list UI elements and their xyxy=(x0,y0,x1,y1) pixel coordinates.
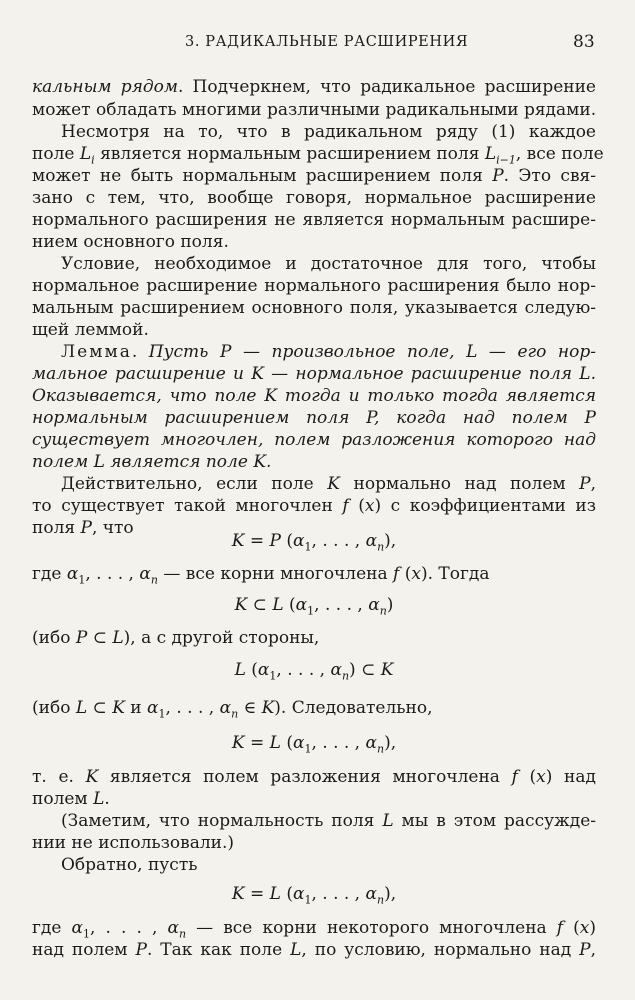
text-run: . Так как поле xyxy=(146,940,291,960)
text-run: Действительно, если поле xyxy=(61,474,328,494)
text-run: L xyxy=(234,660,246,680)
text-run: . Это свя- xyxy=(503,166,596,186)
text-run: L xyxy=(290,940,302,960)
text-run: ⊂ xyxy=(87,698,113,718)
text-run: α xyxy=(167,918,179,938)
text-run: ), а с другой стороны, xyxy=(123,628,320,648)
text-run: , . . . , xyxy=(276,660,331,680)
text-run: f xyxy=(511,767,518,787)
text-run: полем L является поле K. xyxy=(32,452,272,472)
text-run: , . . . , xyxy=(90,918,168,938)
text-run: ( xyxy=(280,733,293,753)
text-line xyxy=(61,854,596,876)
text-run: — все корни многочлена xyxy=(157,564,394,584)
text-run: ( xyxy=(517,767,537,787)
text-run: α xyxy=(330,660,342,680)
text-line xyxy=(61,121,596,143)
text-run: α xyxy=(365,531,378,551)
text-run: мальное расширение и K — нормальное расширение поля L. xyxy=(32,364,596,384)
text-run: K xyxy=(327,474,340,494)
text-line xyxy=(32,563,596,585)
subscript: n xyxy=(150,573,158,587)
text-line xyxy=(32,939,596,961)
text-run: является нормальным расширением поля xyxy=(94,144,485,164)
text-run: ∈ xyxy=(238,698,262,718)
text-run: нии не использовали.) xyxy=(32,833,235,853)
text-run: α xyxy=(295,595,308,615)
text-run: Условие, необходимое и достаточное для того, чтобы xyxy=(61,254,596,274)
text-run: ) xyxy=(386,595,394,615)
text-run: α xyxy=(365,884,377,904)
text-run: где xyxy=(32,564,67,584)
text-run: кальным рядом xyxy=(32,77,178,97)
text-run: α xyxy=(293,531,305,551)
text-run: является полем разложения многочлена xyxy=(98,767,512,787)
text-run: α xyxy=(292,733,305,753)
text-run: α xyxy=(66,564,79,584)
text-run: ) над xyxy=(545,767,596,787)
text-run: x xyxy=(536,767,546,787)
text-run: ) с коэффициентами из xyxy=(374,496,596,516)
formula-line xyxy=(32,883,596,905)
text-run: . xyxy=(131,342,149,362)
text-run: Лемма xyxy=(61,342,132,362)
text-run: и xyxy=(124,698,148,718)
text-line xyxy=(32,627,596,649)
text-run: может не быть нормальным расширением поля xyxy=(32,166,493,186)
text-run: K xyxy=(112,698,125,718)
text-line xyxy=(32,319,596,341)
page-number: 83 xyxy=(573,32,595,52)
text-run: мы в этом рассужде- xyxy=(393,811,597,831)
subscript: n xyxy=(376,893,385,907)
text-line xyxy=(32,99,596,121)
text-run: K xyxy=(261,698,275,718)
text-run: = xyxy=(244,531,270,551)
text-run: может обладать многими различными радикальными рядами. xyxy=(32,100,597,120)
text-run: = xyxy=(244,733,270,753)
subscript: 1 xyxy=(83,927,91,941)
text-run: полем xyxy=(32,789,94,809)
subscript: 1 xyxy=(307,604,315,618)
subscript: 1 xyxy=(304,540,312,554)
text-line xyxy=(32,407,596,429)
text-line xyxy=(61,810,596,832)
text-run: ). Следовательно, xyxy=(274,698,433,718)
text-line xyxy=(32,495,596,517)
text-line xyxy=(32,187,596,209)
text-run: = xyxy=(244,884,270,904)
text-run: , . . . , xyxy=(311,884,366,904)
text-run: ( xyxy=(348,496,365,516)
text-line xyxy=(32,209,596,231)
text-line xyxy=(61,473,596,495)
formula-line xyxy=(32,659,596,681)
subscript: n xyxy=(376,742,385,756)
text-run: (ибо xyxy=(32,628,76,648)
text-run: α xyxy=(368,595,380,615)
formula-line xyxy=(32,530,596,552)
text-run: P xyxy=(80,518,92,538)
text-run: нием основного поля. xyxy=(32,232,229,252)
text-line xyxy=(61,253,596,275)
text-run: мальным расширением основного поля, указывается следую- xyxy=(32,298,596,318)
page-header xyxy=(0,32,635,56)
text-run: ), xyxy=(384,733,397,753)
text-run: Несмотря на то, что в радикальном ряду (1) каждое xyxy=(61,122,596,142)
subscript: i xyxy=(91,153,95,167)
text-run: , . . . , xyxy=(85,564,140,584)
text-run: Пусть P — произвольное поле, L — его нор- xyxy=(148,342,596,362)
text-line xyxy=(32,297,596,319)
text-run: поле xyxy=(32,144,80,164)
text-run: P xyxy=(269,531,281,551)
text-run: , xyxy=(590,474,596,494)
text-run: ( xyxy=(281,531,294,551)
text-line xyxy=(32,165,596,187)
subscript: n xyxy=(377,540,385,554)
text-run: ( xyxy=(563,918,580,938)
text-run: L xyxy=(484,144,497,164)
text-line xyxy=(32,832,596,854)
text-run: L xyxy=(93,789,105,809)
text-line xyxy=(32,766,596,788)
text-run: f xyxy=(556,918,564,938)
text-run: щей леммой. xyxy=(32,320,149,340)
text-line xyxy=(32,275,596,297)
text-run: поля xyxy=(32,518,81,538)
text-run: , что xyxy=(91,518,134,538)
text-line xyxy=(32,917,596,939)
text-run: ) xyxy=(589,918,597,938)
text-run: Обратно, пусть xyxy=(61,855,198,875)
subscript: 1 xyxy=(158,707,166,721)
text-run: x xyxy=(579,918,590,938)
text-run: над полем xyxy=(32,940,136,960)
text-run: нормальным расширением поля P, когда над полем P xyxy=(32,408,596,428)
text-run: f xyxy=(393,564,400,584)
text-run: ⊂ xyxy=(87,628,113,648)
text-run: (ибо xyxy=(32,698,76,718)
text-run: ( xyxy=(280,884,293,904)
text-run: ( xyxy=(283,595,296,615)
text-line xyxy=(32,76,596,98)
text-run: ), xyxy=(384,531,397,551)
text-run: . xyxy=(104,789,110,809)
text-run: α xyxy=(147,698,159,718)
subscript: n xyxy=(379,604,387,618)
text-line xyxy=(32,231,596,253)
text-run: , . . . , xyxy=(165,698,220,718)
text-run: x xyxy=(364,496,375,516)
text-run: K xyxy=(85,767,99,787)
text-run: L xyxy=(269,884,281,904)
text-run: L xyxy=(79,144,92,164)
subscript: 1 xyxy=(304,893,312,907)
text-run: K xyxy=(231,733,245,753)
text-line xyxy=(32,451,596,473)
text-line xyxy=(32,429,596,451)
text-run: L xyxy=(269,733,281,753)
subscript: i−1 xyxy=(496,153,516,167)
text-run: α xyxy=(71,918,84,938)
text-run: , . . . , xyxy=(314,595,369,615)
subscript: n xyxy=(231,707,239,721)
text-line xyxy=(32,143,604,167)
text-run: Оказывается, что поле K тогда и только тогда является xyxy=(32,386,596,406)
running-title: 3. РАДИКАЛЬНЫЕ РАСШИРЕНИЯ xyxy=(185,34,469,50)
text-run: , xyxy=(590,940,597,960)
text-line xyxy=(32,697,596,719)
text-run: α xyxy=(292,884,305,904)
text-run: то существует такой многочлен xyxy=(32,496,343,516)
subscript: 1 xyxy=(78,573,86,587)
text-run: K xyxy=(231,531,245,551)
text-run: , . . . , xyxy=(311,733,366,753)
text-line xyxy=(32,788,596,810)
text-line xyxy=(32,385,596,407)
text-run: L xyxy=(382,811,394,831)
text-run: существует многочлен, полем разложения которого над xyxy=(32,430,596,450)
text-run: K xyxy=(231,884,245,904)
text-run: x xyxy=(411,564,421,584)
text-run: ( xyxy=(245,660,258,680)
text-run: P xyxy=(492,166,504,186)
text-run: нормального расширения не является нормальным расшире- xyxy=(32,210,596,230)
text-run: α xyxy=(365,733,377,753)
text-run: L xyxy=(272,595,284,615)
text-run: т. е. xyxy=(32,767,86,787)
text-run: P xyxy=(579,940,591,960)
text-run: — все корни некоторого многочлена xyxy=(186,918,557,938)
text-run: ). Тогда xyxy=(420,564,490,584)
text-run: α xyxy=(219,698,232,718)
text-run: P xyxy=(579,474,591,494)
text-run: ( xyxy=(399,564,412,584)
text-run: f xyxy=(342,496,349,516)
formula-line xyxy=(32,732,596,754)
text-line xyxy=(61,341,596,363)
text-run: (Заметим, что нормальность поля xyxy=(61,811,383,831)
text-run: , по условию, нормально над xyxy=(301,940,580,960)
formula-line xyxy=(32,594,596,616)
text-run: K xyxy=(234,595,248,615)
subscript: n xyxy=(341,669,350,683)
subscript: n xyxy=(178,927,187,941)
text-run: нормальное расширение нормального расширения было нор- xyxy=(32,276,596,296)
text-line xyxy=(32,363,596,385)
text-run: K xyxy=(380,660,394,680)
text-run: , все поле xyxy=(515,144,604,164)
text-run: α xyxy=(257,660,270,680)
subscript: 1 xyxy=(304,742,312,756)
text-run: нормально над полем xyxy=(339,474,580,494)
text-run: ), xyxy=(384,884,397,904)
text-run: P xyxy=(135,940,147,960)
text-run: , . . . , xyxy=(311,531,366,551)
text-run: L xyxy=(112,628,124,648)
text-run: ⊂ xyxy=(247,595,273,615)
text-run: α xyxy=(139,564,151,584)
text-run: . Подчеркнем, что радикальное расширение xyxy=(177,77,596,97)
text-run: зано с тем, что, вообще говоря, нормальное расширение xyxy=(32,188,596,208)
text-run: где xyxy=(32,918,72,938)
text-run: ) ⊂ xyxy=(349,660,381,680)
text-run: P xyxy=(75,628,88,648)
subscript: 1 xyxy=(269,669,277,683)
text-run: L xyxy=(75,698,88,718)
